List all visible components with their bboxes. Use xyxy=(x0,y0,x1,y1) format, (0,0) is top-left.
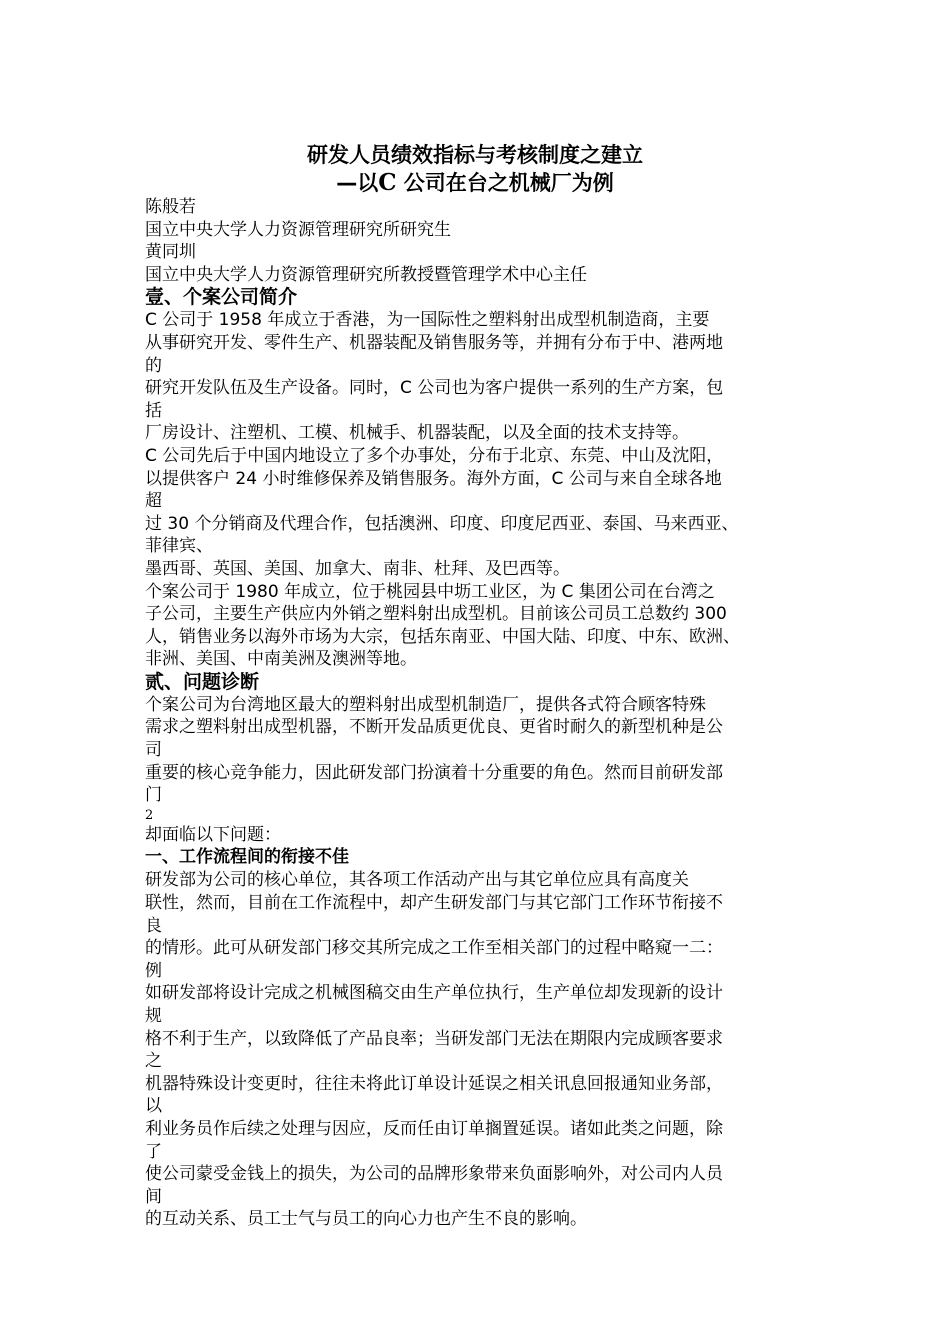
document-body xyxy=(145,196,825,1231)
paragraph-line: 的情形。此可从研发部门移交其所完成之工作至相关部门的过程中略窥一二： xyxy=(145,938,723,959)
author-affiliation: 国立中央大学人力资源管理研究所教授暨管理学术中心主任 xyxy=(145,264,587,285)
subtitle-prefix: —以 xyxy=(336,171,379,195)
paragraph-line: 例 xyxy=(145,960,162,981)
subtitle-company-letter: C xyxy=(378,169,397,196)
paragraph-line: 人，销售业务以海外市场为大宗，包括东南亚、中国大陆、印度、中东、欧洲、 xyxy=(145,626,740,647)
paragraph-line: 如研发部将设计完成之机械图稿交由生产单位执行，生产单位却发现新的设计 xyxy=(145,983,723,1004)
paragraph-line: 的互动关系、员工士气与员工的向心力也产生不良的影响。 xyxy=(145,1209,587,1230)
paragraph-line: 使公司蒙受金钱上的损失，为公司的品牌形象带来负面影响外，对公司内人员 xyxy=(145,1164,723,1185)
page-number: 2 xyxy=(145,807,154,823)
paragraph-line: 菲律宾、 xyxy=(145,536,213,557)
paragraph-line: C 公司先后于中国内地设立了多个办事处，分布于北京、东莞、中山及沈阳， xyxy=(145,445,724,466)
subtitle-rest: 公司在台之机械厂为例 xyxy=(396,171,614,195)
paragraph-line: 过 30 个分销商及代理合作，包括澳洲、印度、印度尼西亚、泰国、马来西亚、 xyxy=(145,513,739,534)
author-name: 黄同圳 xyxy=(145,242,196,263)
paragraph-line: 个案公司于 1980 年成立，位于桃园县中坜工业区，为 C 集团公司在台湾之 xyxy=(145,581,715,602)
paragraph-line: 需求之塑料射出成型机器，不断开发品质更优良、更省时耐久的新型机种是公 xyxy=(145,717,723,738)
paragraph-line: 司 xyxy=(145,740,162,761)
paragraph-line: 的 xyxy=(145,355,162,376)
subsection-paragraphs xyxy=(145,869,825,1231)
paragraph-line: 括 xyxy=(145,400,162,421)
paragraph-line: 子公司，主要生产供应内外销之塑料射出成型机。目前该公司员工总数约 300 xyxy=(145,604,727,625)
author-name: 陈般若 xyxy=(145,197,196,217)
paragraph-line: 以 xyxy=(145,1096,162,1117)
section2-paragraphs xyxy=(145,694,825,807)
paragraph-line: 研究开发队伍及生产设备。同时，C 公司也为客户提供一系列的生产方案，包 xyxy=(145,378,724,399)
section-heading: 壹、个案公司简介 xyxy=(145,286,298,309)
paragraph-line: 规 xyxy=(145,1006,162,1026)
paragraph-line: 厂房设计、注塑机、工模、机械手、机器装配，以及全面的技术支持等。 xyxy=(145,423,689,444)
section-heading: 贰、问题诊断 xyxy=(145,670,260,693)
document-title: 研发人员绩效指标与考核制度之建立 xyxy=(307,143,643,167)
author-affiliation: 国立中央大学人力资源管理研究所研究生 xyxy=(145,219,451,240)
subsection-heading: 一、工作流程间的衔接不佳 xyxy=(145,847,349,868)
paragraph-line: C 公司于 1958 年成立于香港，为一国际性之塑料射出成型机制造商，主要 xyxy=(145,310,710,331)
paragraph-line: 良 xyxy=(145,915,162,936)
paragraph-line: 个案公司为台湾地区最大的塑料射出成型机制造厂，提供各式符合顾客特殊 xyxy=(145,694,706,715)
paragraph-line: 以提供客户 24 小时维修保养及销售服务。海外方面，C 公司与来自全球各地 xyxy=(145,468,722,489)
paragraph-line: 非洲、美国、中南美洲及澳洲等地。 xyxy=(145,649,417,670)
paragraph-line: 却面临以下问题： xyxy=(145,824,281,845)
paragraph-line: 从事研究开发、零件生产、机器装配及销售服务等，并拥有分布于中、港两地 xyxy=(145,332,723,353)
paragraph-line: 利业务员作后续之处理与因应，反而任由订单搁置延误。诸如此类之问题，除 xyxy=(145,1118,723,1139)
paragraph-line: 之 xyxy=(145,1051,162,1072)
paragraph-line: 了 xyxy=(145,1141,162,1162)
document-subtitle xyxy=(0,170,950,196)
paragraph-line: 研发部为公司的核心单位，其各项工作活动产出与其它单位应具有高度关 xyxy=(145,870,689,891)
paragraph-line: 重要的核心竞争能力，因此研发部门扮演着十分重要的角色。然而目前研发部 xyxy=(145,762,723,783)
paragraph-line: 超 xyxy=(145,491,162,512)
paragraph-line: 机器特殊设计变更时，往往未将此订单设计延误之相关讯息回报通知业务部， xyxy=(145,1073,723,1094)
paragraph-line: 联性，然而，目前在工作流程中，却产生研发部门与其它部门工作环节衔接不 xyxy=(145,893,723,914)
paragraph-line: 门 xyxy=(145,785,162,806)
paragraph-line: 格不利于生产，以致降低了产品良率；当研发部门无法在期限内完成顾客要求 xyxy=(145,1028,723,1049)
section1-paragraphs xyxy=(145,309,825,671)
paragraph-line: 墨西哥、英国、美国、加拿大、南非、杜拜、及巴西等。 xyxy=(145,558,570,579)
paragraph-line: 间 xyxy=(145,1186,162,1207)
